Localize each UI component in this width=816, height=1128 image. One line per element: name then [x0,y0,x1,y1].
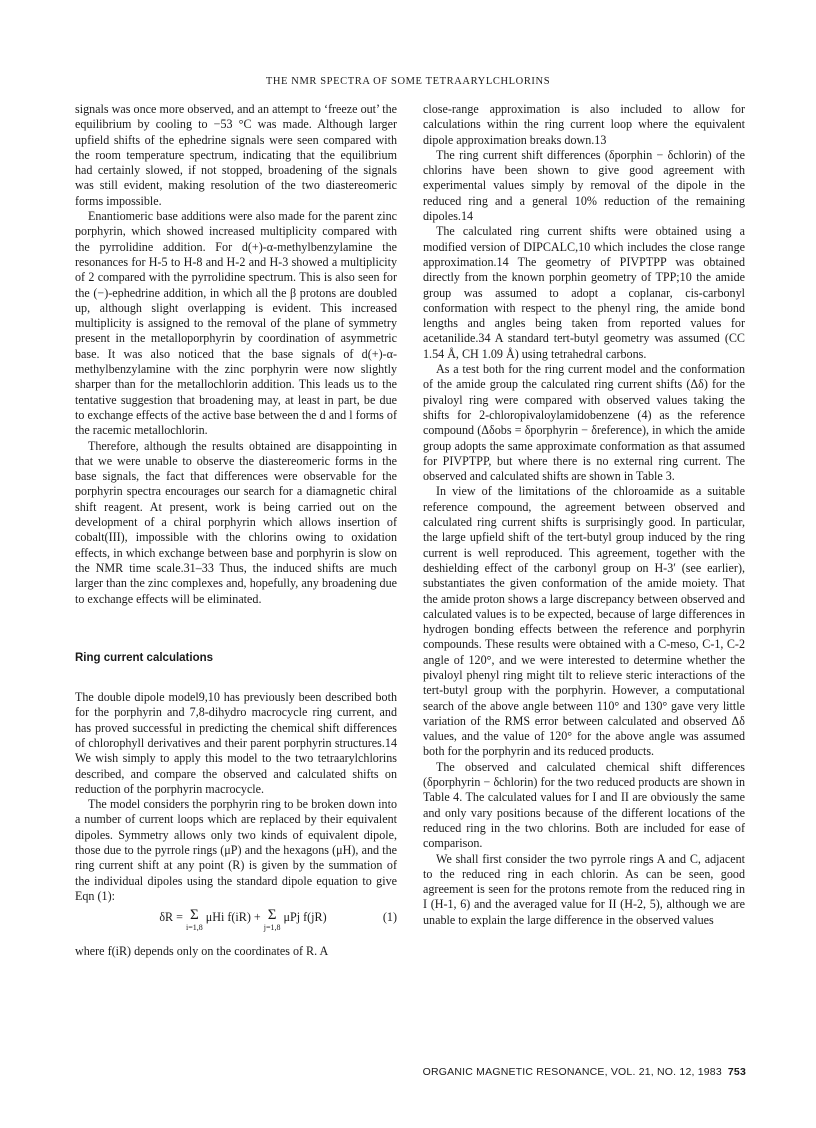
paragraph: The double dipole model9,10 has previously been described both for the porphyrin and 7,8-dihydro macrocycle ring current, and has proved successful in predicting the chemical shift differences of chlorophyll derivatives and their parent porphyrin structures.14 We wish simply to apply this model to the two tetraarylchlorins described, and compare the observed and calculated shifts on reduction of the porphyrin macrocycle. [75,690,397,796]
left-column [75,102,397,960]
equation-term: μHi f(iR) + [205,910,264,925]
summation [263,907,281,933]
running-title: THE NMR SPECTRA OF SOME TETRAARYLCHLORINS [265,76,551,87]
equation-term: μPj f(jR) [283,910,327,925]
equation-number: (1) [382,910,397,925]
journal-citation: ORGANIC MAGNETIC RESONANCE, VOL. 21, NO. 12, 1983 [422,1066,722,1078]
equation-1 [75,907,397,940]
paragraph: In view of the limitations of the chloroamide as a suitable reference compound, the agreement between observed and calculated ring current shifts is surprisingly good. In particular, the large upfield shift of the tert-butyl group induced by the ring current is well reproduced. This agreement, together with the deshielding effect of the carbonyl group on H-3′ (see earlier), substantiates the given conformation of the amide moiety. That the amide proton shows a large discrepancy between observed and calculated values is to be expected, because of large differences in hydrogen bonding effects between the reference and porphyrin compounds. These results were obtained with a C-meso, C-1, C-2 angle of 120°, and we were interested to determine whether the pivaloyl phenyl ring might tilt to relieve steric interactions of the tert-butyl group with the porphyrin. However, a computational search of the above angle between 110° and 130° gave very little variation of the RMS error between calculated and observed Δδ values, and the value of 120° for the above angle was assumed both for the porphyrin and its reduced products. [423,484,745,759]
sum-limit: j=1,8 [263,923,281,933]
sum-symbol: Σ [190,907,199,924]
summation [186,907,203,933]
sum-limit: i=1,8 [186,923,203,933]
paragraph: Therefore, although the results obtained are disappointing in that we were unable to observe the diastereomeric forms in the base signals, the fact that differences were observable for the porphyrin spectra encourages our search for a diamagnetic chiral shift reagent. At present, work is being carried out on the development of a chiral porphyrin which allows insertion of cobalt(III), impossible with the chlorins owing to oxidation effects, in which exchange between base and porphyrin is slow on the NMR time scale.31–33 Thus, the induced shifts are much larger than the zinc complexes and, hopefully, any broadening due to exchange effects will be eliminated. [75,438,397,606]
paragraph: We shall first consider the two pyrrole rings A and C, adjacent to the reduced ring in each chlorin. As can be seen, good agreement is seen for the protons remote from the reduced ring in I (H-1, 6) and the averaged value for II (H-2, 5), although we are unable to explain the large difference in the observed values [423,851,745,927]
section-heading: Ring current calculations [75,651,214,664]
paragraph: close-range approximation is also included to allow for calculations within the ring current loop where the equivalent dipole approximation breaks down.13 [423,102,745,147]
paragraph: The model considers the porphyrin ring to be broken down into a number of current loops which are replaced by their equivalent dipoles. Symmetry allows only two kinds of equivalent dipole, those due to the pyrrole rings (μP) and the hexagons (μH), and the ring current shift at any point (R) is given by the summation of the individual dipoles using the standard dipole equation to give Eqn (1): [75,797,397,903]
sum-symbol: Σ [267,907,277,924]
paragraph: The ring current shift differences (δporphin − δchlorin) of the chlorins have been shown to give good agreement with experimental values simply by removal of the dipole in the reduced ring and a general 10% reduction of the remaining dipoles.14 [423,147,745,224]
paragraph: The calculated ring current shifts were obtained using a modified version of DIPCALC,10 which includes the close range approximation.14 The geometry of PIVPTPP was obtained directly from the known porphin geometry of TPP;10 the amide group was assumed to adopt a coplanar, cis-carbonyl conformation with respect to the phenyl ring, the amide bond lengths and angles being taken from reported values for acetanilide.34 A standard tert-butyl geometry was assumed (CC 1.54 Å, CH 1.09 Å) using tetrahedral carbons. [423,224,745,361]
paragraph: Enantiomeric base additions were also made for the parent zinc porphyrin, which showed increased multiplicity compared with the pyrrolidine addition. For d(+)-α-methylbenzylamine the resonances for H-5 to H-8 and H-2 and H-3 showed a multiplicity of 2 compared with the pyrrolidine spectrum. This is also seen for the (−)-ephedrine addition, in which all the β protons are doubled up, although slight overlapping is evident. This increased multiplicity is assigned to the removal of the plane of symmetry present in the metalloporphyrin by coordination of asymmetric base. It was also noticed that the base signals of d(+)-α-methylbenzylamine with the zinc porphyrin were now slightly sharper than for the metallochlorin addition. This leads us to the tentative suggestion that broadening may, at least in part, be due to exchange effects of the active base between the d and l forms of the racemic metallochlorin. [75,209,397,438]
paragraph: where f(iR) depends only on the coordinates of R. A [75,944,329,959]
paragraph: The observed and calculated chemical shift differences (δporphyrin − δchlorin) for the two reduced products are shown in Table 4. The calculated values for I and II are obviously the same and only vary positions because of the different locations of the reduced ring in the two chlorins. Both are included for ease of comparison. [423,759,745,851]
right-column [423,102,745,928]
page-number: 753 [727,1066,746,1078]
paragraph: signals was once more observed, and an attempt to ‘freeze out’ the equilibrium by cooling to −53 °C was made. Although larger upfield shifts of the ephedrine signals were seen compared with the room temperature spectrum, indicating that the equilibrium had certainly slowed, if not stopped, broadening of the signals was still evident, making resolution of the two diastereomeric forms impossible. [75,102,397,208]
page-footer [423,1066,746,1078]
paragraph: As a test both for the ring current model and the conformation of the amide group the calculated ring current shifts (Δδ) for the pivaloyl ring were compared with observed values taking the shifts for 2-chloropivaloylamidobenzene (4) as the reference compound (Δδobs = δporphyrin − δreference), in which the amide group adopts the same approximate conformation as that assumed for PIVPTPP, but where there is no external ring current. The observed and calculated shifts are shown in Table 3. [423,362,745,484]
equation-lhs: δR = [159,910,186,925]
